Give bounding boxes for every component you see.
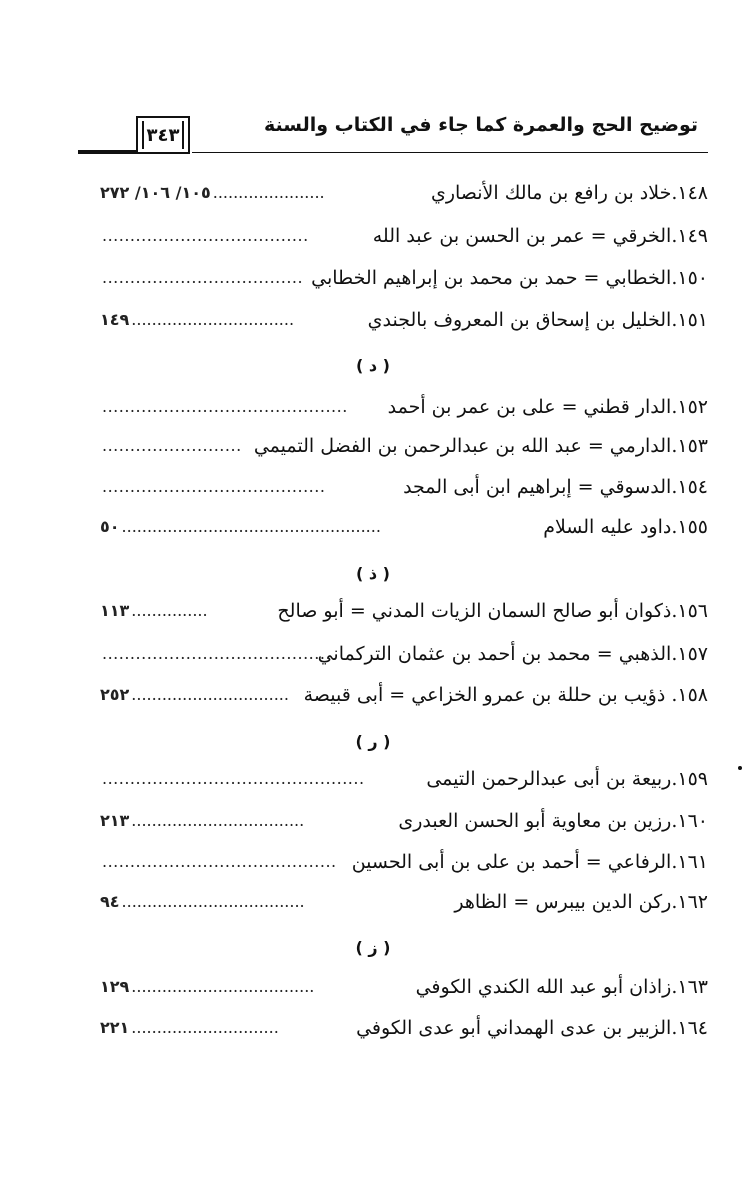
margin-speck [738,766,742,770]
entry-leader [100,263,303,293]
index-entry [100,806,708,840]
index-entry [100,764,708,798]
index-entry [100,639,708,673]
entry-leader [100,806,304,836]
index-entry [100,431,708,465]
entry-leader [100,596,208,626]
entry-name: ١٥٢.الدار قطني = على بن عمر بن أحمد [387,396,708,418]
dot-leader: .................................. [131,811,305,830]
entry-leader [100,639,331,669]
index-entry [100,178,708,212]
dot-leader: .................................... [102,268,304,287]
dot-leader: .......................................... [102,852,337,871]
entry-name: ١٥٩.ربيعة بن أبى عبدالرحمن التيمى [426,768,708,790]
entry-leader [100,680,289,710]
index-entry [100,263,708,297]
entry-leader [100,305,294,335]
page-number: ٣٤٣ [146,124,180,146]
index-entry [100,221,708,255]
entry-leader [100,1013,279,1043]
entry-leader [100,764,365,794]
header-thin-rule [192,152,708,153]
dot-leader: ............................................ [102,397,348,416]
page-number-box [136,116,190,154]
dot-leader: ...................... [212,183,325,202]
entry-leader [100,472,325,502]
entry-leader [100,887,305,917]
dot-leader: ................................................... [121,517,381,536]
entry-leader [100,178,325,208]
dot-leader: ................................ [131,310,295,329]
page-header [78,108,708,158]
index-entry [100,596,708,630]
dot-leader: .................................... [121,892,305,911]
entry-page-ref: ١٠٥/ ١٠٦/ ٢٧٢ [100,183,211,202]
header-thick-rule [78,150,136,154]
entry-page-ref: ٢١٣ [100,811,130,830]
entry-name: ١٤٨.خلاد بن رافع بن مالك الأنصاري [430,182,708,204]
entry-leader [100,392,348,422]
running-title: توضيح الحج والعمرة كما جاء في الكتاب والسنة [263,114,698,136]
entry-name: ١٥٦.ذكوان أبو صالح السمان الزيات المدني = أبو صالح [277,600,708,622]
entry-name: ١٥٤.الدسوقي = إبراهيم ابن أبى المجد [403,476,708,498]
dot-leader: ............................................... [102,769,365,788]
entry-page-ref: ٢٥٢ [100,685,130,704]
entry-name: ١٤٩.الخرقي = عمر بن الحسن بن عبد الله [372,225,708,247]
entry-leader [100,431,242,461]
dot-leader: ..................................... [102,226,309,245]
entry-name: ١٦٤.الزبير بن عدى الهمداني أبو عدى الكوفي [356,1017,708,1039]
entry-name: ١٥١.الخليل بن إسحاق بن المعروف بالجندي [367,309,708,331]
entry-name: ١٥٧.الذهبي = محمد بن أحمد بن عثمان التركماني [317,643,708,665]
index-entry [100,512,708,546]
index-entry [100,972,708,1006]
entry-name: ١٦٠.رزين بن معاوية أبو الحسن العبدرى [398,810,708,832]
entry-name: ١٥٣.الدارمي = عبد الله بن عبدالرحمن بن الفضل التميمي [253,435,708,457]
index-entry [100,1013,708,1047]
entry-page-ref: ١٤٩ [100,310,130,329]
entry-name: ١٦١.الرفاعي = أحمد بن على بن أبى الحسين [351,851,708,873]
dot-leader: ............................... [131,685,289,704]
index-entry [100,847,708,881]
dot-leader: .................................... [131,977,315,996]
entry-leader [100,972,314,1002]
index-entry [100,472,708,506]
dot-leader: ......................................... [102,644,332,663]
index-entry [100,887,708,921]
entry-leader [100,221,309,251]
section-letter: ( ز ) [355,938,391,957]
entry-name: ١٦٣.زاذان أبو عبد الله الكندي الكوفي [415,976,708,998]
entry-leader [100,512,381,542]
entry-page-ref: ٩٤ [100,892,120,911]
section-letter: ( ذ ) [356,564,390,583]
entry-page-ref: ٥٠ [100,517,120,536]
dot-leader: ............... [131,601,208,620]
entry-page-ref: ١١٣ [100,601,130,620]
entry-name: ١٥٠.الخطابي = حمد بن محمد بن إبراهيم الخطابي [311,267,708,289]
dot-leader: ......................... [102,436,242,455]
entry-page-ref: ٢٢١ [100,1018,130,1037]
dot-leader: ........................................ [102,477,326,496]
section-letter: ( د ) [356,356,390,375]
section-letter: ( ر ) [355,732,391,751]
index-entry [100,680,708,714]
index-entry [100,392,708,426]
entry-page-ref: ١٢٩ [100,977,130,996]
dot-leader: ............................. [131,1018,279,1037]
entry-name: ١٦٢.ركن الدين بيبرس = الظاهر [454,891,708,913]
index-entry [100,305,708,339]
entry-name: ١٥٥.داود عليه السلام [543,516,708,538]
entry-name: ١٥٨. ذؤيب بن حللة بن عمرو الخزاعي = أبى قبيصة [303,684,708,706]
entry-leader [100,847,337,877]
